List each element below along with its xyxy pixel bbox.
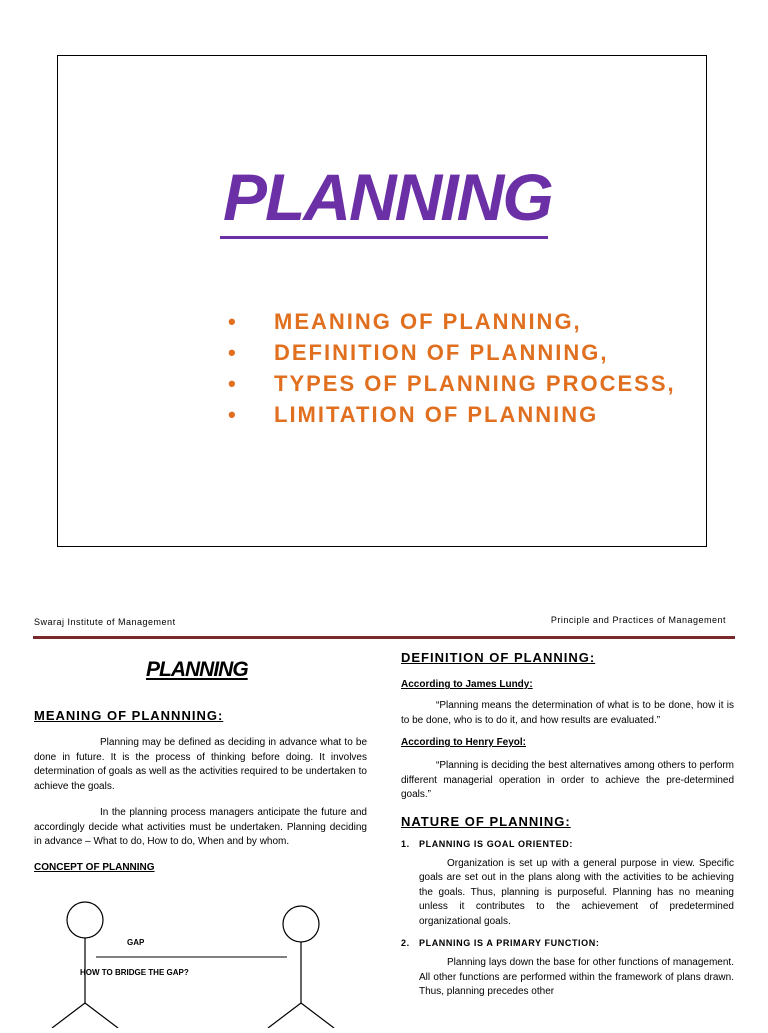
left-figure-leg: [85, 1003, 118, 1028]
concept-heading: CONCEPT OF PLANNING: [34, 861, 155, 873]
document-title: PLANNING: [146, 658, 248, 681]
right-column: [401, 650, 734, 1000]
title-underline: [220, 236, 548, 239]
topic-list: [228, 306, 676, 430]
bridge-gap-label: HOW TO BRIDGE THE GAP?: [80, 968, 189, 977]
left-column: [34, 650, 367, 977]
right-figure-head: [283, 906, 319, 942]
title-slide: [57, 55, 707, 547]
nature-item-title: 1. PLANNING IS GOAL ORIENTED:: [401, 838, 573, 849]
feyol-heading: According to Henry Feyol:: [401, 737, 527, 748]
right-figure-leg: [301, 1003, 334, 1028]
nature-heading: NATURE OF PLANNING:: [401, 813, 571, 829]
institute-name: Swaraj Institute of Management: [34, 617, 176, 627]
meaning-paragraph-2: In the planning process managers anticipate the future and accordingly decide what activities must be undertaken. Planning deciding in advance – What to do, How to do, When and by whom.: [34, 807, 367, 847]
lundy-heading: According to James Lundy:: [401, 679, 533, 690]
gap-label: GAP: [127, 938, 145, 947]
definition-heading: DEFINITION OF PLANNING:: [401, 650, 596, 665]
topic-item: • TYPES OF PLANNING PROCESS,: [228, 368, 676, 399]
gap-diagram: [34, 898, 367, 1028]
topic-item: • MEANING OF PLANNING,: [228, 306, 676, 337]
left-figure-leg: [52, 1003, 85, 1028]
bullet-icon: •: [228, 340, 238, 365]
right-figure-leg: [268, 1003, 301, 1028]
topic-item: • LIMITATION OF PLANNING: [228, 399, 676, 430]
stick-figures: [34, 898, 367, 1028]
bullet-icon: •: [228, 371, 238, 396]
slide-title: PLANNING: [223, 160, 552, 234]
header-rule: [33, 636, 735, 639]
topic-item: • DEFINITION OF PLANNING,: [228, 337, 676, 368]
feyol-quote: “Planning is deciding the best alternatives among others to perform different managerial operation in order to achieve the pre-determined goals.”: [401, 760, 734, 800]
meaning-heading: MEANING OF PLANNNING:: [34, 708, 224, 723]
nature-item-text: Organization is set up with a general purpose in view. Specific goals are set out in the plans along with the activities to be achieving the goals. Thus, planning is purposeful. Planning has no meaning unless it contributes to the achievement of predetermined organizational goals.: [419, 857, 734, 927]
left-figure-head: [67, 902, 103, 938]
bullet-icon: •: [228, 402, 238, 427]
lundy-quote: “Planning means the determination of what is to be done, how it is to be done, who is to do it, and how results are evaluated.”: [401, 700, 734, 726]
course-name: Principle and Practices of Management: [550, 615, 726, 625]
bullet-icon: •: [228, 309, 238, 334]
meaning-paragraph-1: Planning may be defined as deciding in advance what to be done in future. It is the process of thinking before doing. It involves determination of goals as well as the activities required to be undertaken to achieve the goals.: [34, 737, 367, 792]
nature-item-text: Planning lays down the base for other functions of management. All other functions are performed within the framework of plans drawn. Thus, planning precedes other: [419, 957, 734, 997]
nature-item-title: 2. PLANNING IS A PRIMARY FUNCTION:: [401, 938, 600, 948]
